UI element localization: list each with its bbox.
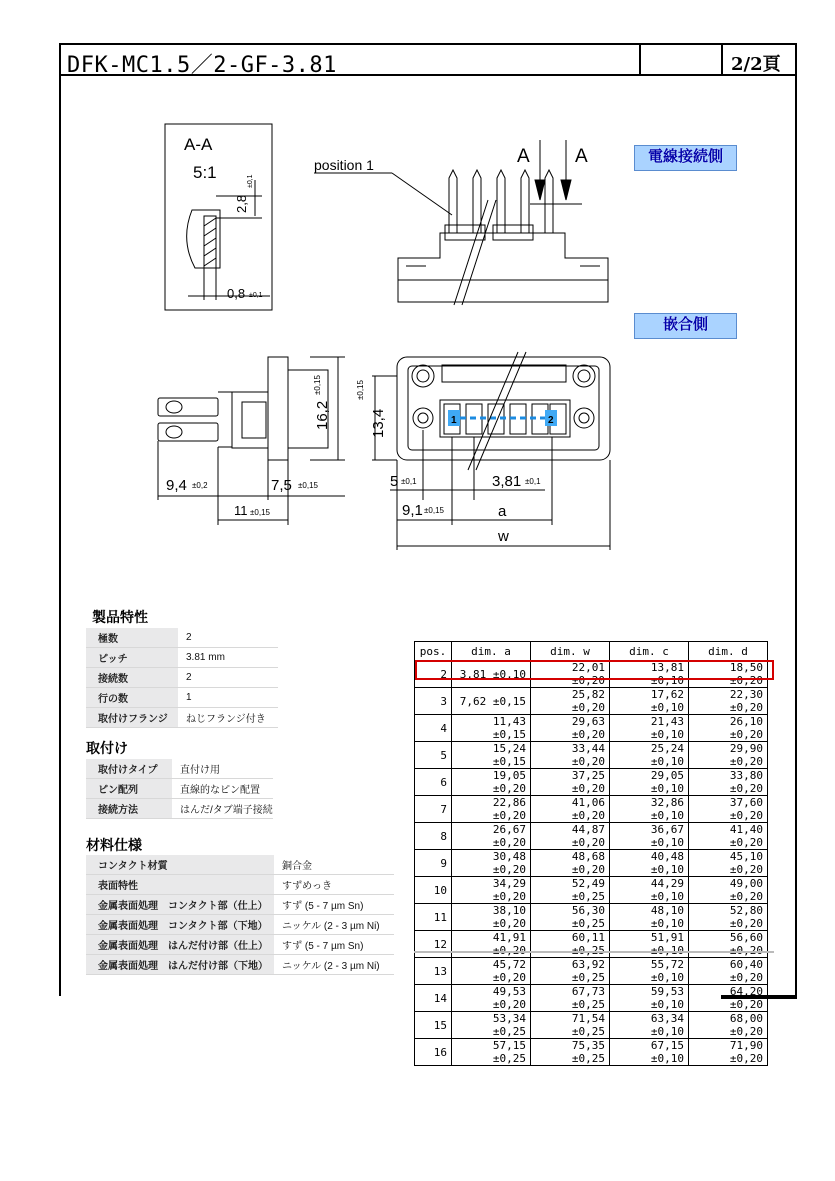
position-label: position 1 xyxy=(314,157,374,173)
table-row xyxy=(415,823,768,850)
dim-13-4-tol: ±0,15 xyxy=(356,380,365,400)
table-cell: 71,54 ±0,25 xyxy=(531,1012,610,1039)
table-cell: 34,29 ±0,20 xyxy=(452,877,531,904)
section-label: A-A xyxy=(184,135,213,154)
section-detail xyxy=(165,124,272,310)
table-cell: 21,43 ±0,10 xyxy=(610,715,689,742)
table-row xyxy=(415,850,768,877)
section-arrow-a2: A xyxy=(575,146,588,167)
table-row: 表面特性 すずめっき xyxy=(86,875,394,895)
material-table xyxy=(86,855,394,975)
table-cell: 22,01 ±0,20 xyxy=(531,661,610,688)
dim-9-1: 9,1 xyxy=(402,502,423,519)
table-underline xyxy=(414,951,774,953)
table-cell: 5 xyxy=(415,742,452,769)
table-cell: 13 xyxy=(415,958,452,985)
table-cell: 63,34 ±0,10 xyxy=(610,1012,689,1039)
table-cell: 57,15 ±0,25 xyxy=(452,1039,531,1066)
table-cell: 13,81 ±0,10 xyxy=(610,661,689,688)
table-cell: 36,67 ±0,10 xyxy=(610,823,689,850)
col-dim-w: dim. w xyxy=(531,642,610,661)
table-cell: 41,06 ±0,20 xyxy=(531,796,610,823)
table-row: 金属表面処理 はんだ付け部（仕上） すず (5 - 7 µm Sn) xyxy=(86,935,394,955)
table-cell: 67,73 ±0,25 xyxy=(531,985,610,1012)
dim-3-81: 3,81 xyxy=(492,473,522,490)
table-row: 接続方法 はんだ/タブ端子接続 xyxy=(86,799,273,819)
front-view xyxy=(356,352,610,550)
dim-13-4: 13,4 xyxy=(370,408,387,438)
dim-9-4-tol: ±0,2 xyxy=(192,481,208,490)
table-cell: 41,40 ±0,20 xyxy=(689,823,768,850)
table-cell: 2 xyxy=(415,661,452,688)
table-cell: 51,91 xyxy=(610,931,689,958)
table-row xyxy=(415,796,768,823)
table-row xyxy=(415,661,768,688)
table-row: ピッチ 3.81 mm xyxy=(86,648,278,668)
table-cell: 11 xyxy=(415,904,452,931)
material-section-title: 材料仕様 xyxy=(86,837,142,853)
table-cell: 40,48 ±0,10 xyxy=(610,850,689,877)
dim-7-5-tol: ±0,15 xyxy=(298,481,318,490)
table-cell: 37,25 ±0,20 xyxy=(531,769,610,796)
col-dim-a: dim. a xyxy=(452,642,531,661)
table-cell: 53,34 ±0,25 xyxy=(452,1012,531,1039)
table-cell: 56,30 ±0,25 xyxy=(531,904,610,931)
wire-side-label: 電線接続側 xyxy=(634,145,737,171)
table-row xyxy=(415,877,768,904)
table-cell: 45,72 ±0,20 xyxy=(452,958,531,985)
table-cell: 33,44 ±0,20 xyxy=(531,742,610,769)
dim-0-8-tol: ±0,1 xyxy=(249,292,263,299)
section-scale: 5:1 xyxy=(193,163,217,182)
table-cell: 45,10 ±0,20 xyxy=(689,850,768,877)
table-header-row xyxy=(415,642,768,661)
table-cell: 37,60 ±0,20 xyxy=(689,796,768,823)
table-cell: 33,80 ±0,20 xyxy=(689,769,768,796)
table-row: 接続数 2 xyxy=(86,668,278,688)
table-row xyxy=(415,715,768,742)
table-cell: 59,53 ±0,10 xyxy=(610,985,689,1012)
table-row: 取付けタイプ 直付け用 xyxy=(86,759,273,779)
product-table xyxy=(86,628,278,728)
table-row: ピン配列 直線的なピン配置 xyxy=(86,779,273,799)
table-cell: 29,90 ±0,20 xyxy=(689,742,768,769)
table-row: 行の数 1 xyxy=(86,688,278,708)
table-cell: 11,43 ±0,15 xyxy=(452,715,531,742)
col-pos: pos. xyxy=(415,642,452,661)
table-cell: 75,35 ±0,25 xyxy=(531,1039,610,1066)
table-cell: 26,10 ±0,20 xyxy=(689,715,768,742)
table-cell: 8 xyxy=(415,823,452,850)
table-cell: 63,92 ±0,25 xyxy=(531,958,610,985)
dim-7-5: 7,5 xyxy=(271,477,292,494)
table-cell: 10 xyxy=(415,877,452,904)
table-row xyxy=(415,742,768,769)
table-cell: 26,67 ±0,20 xyxy=(452,823,531,850)
table-cell: 44,87 ±0,20 xyxy=(531,823,610,850)
table-cell: 49,00 ±0,20 xyxy=(689,877,768,904)
table-cell: 7 xyxy=(415,796,452,823)
table-row xyxy=(415,904,768,931)
mounting-section-title: 取付け xyxy=(86,740,128,756)
table-cell: 60,11 xyxy=(531,931,610,958)
table-cell: 41,91 xyxy=(452,931,531,958)
table-cell: 4 xyxy=(415,715,452,742)
side-view xyxy=(158,357,345,525)
table-cell: 29,63 ±0,20 xyxy=(531,715,610,742)
table-cell: 55,72 ±0,10 xyxy=(610,958,689,985)
col-dim-d: dim. d xyxy=(689,642,768,661)
table-cell: 68,00 ±0,20 xyxy=(689,1012,768,1039)
table-cell: 44,29 ±0,10 xyxy=(610,877,689,904)
dim-5-tol: ±0,1 xyxy=(401,477,417,486)
dim-11: 11 xyxy=(234,503,248,518)
table-cell: 48,10 ±0,10 xyxy=(610,904,689,931)
table-cell: 3,81 ±0,10 xyxy=(452,661,531,688)
document-title: DFK-MC1.5／2-GF-3.81 xyxy=(67,53,337,78)
table-cell: 52,80 ±0,20 xyxy=(689,904,768,931)
table-row xyxy=(415,985,768,1012)
product-section-title: 製品特性 xyxy=(92,609,148,625)
pin-2-label: 2 xyxy=(548,415,554,426)
table-cell: 3 xyxy=(415,688,452,715)
section-arrow-a1: A xyxy=(517,146,530,167)
table-cell: 64,20 ±0,20 xyxy=(689,985,768,1012)
dim-5: 5 xyxy=(390,473,399,490)
table-cell: 32,86 ±0,10 xyxy=(610,796,689,823)
table-row: 金属表面処理 コンタクト部（仕上） すず (5 - 7 µm Sn) xyxy=(86,895,394,915)
dim-9-4: 9,4 xyxy=(166,477,187,494)
mating-side-label: 嵌合側 xyxy=(634,313,737,339)
table-cell: 6 xyxy=(415,769,452,796)
table-cell: 9 xyxy=(415,850,452,877)
table-row: コンタクト材質 銅合金 xyxy=(86,855,394,875)
table-cell: 22,86 ±0,20 xyxy=(452,796,531,823)
table-cell: 19,05 ±0,20 xyxy=(452,769,531,796)
mounting-table xyxy=(86,759,273,819)
table-cell: 16 xyxy=(415,1039,452,1066)
table-cell: 48,68 ±0,20 xyxy=(531,850,610,877)
dim-a: a xyxy=(498,503,507,520)
dim-16-2: 16,2 xyxy=(314,400,331,430)
table-row xyxy=(415,688,768,715)
table-row xyxy=(415,931,768,958)
table-cell: 25,24 ±0,10 xyxy=(610,742,689,769)
table-row xyxy=(415,958,768,985)
table-cell: 38,10 ±0,20 xyxy=(452,904,531,931)
table-row: 極数 2 xyxy=(86,628,278,648)
table-cell: 17,62 ±0,10 xyxy=(610,688,689,715)
table-row: 金属表面処理 はんだ付け部（下地） ニッケル (2 - 3 µm Ni) xyxy=(86,955,394,975)
table-cell: 15,24 ±0,15 xyxy=(452,742,531,769)
table-cell: 49,53 ±0,20 xyxy=(452,985,531,1012)
dim-2-8: 2,8 xyxy=(234,194,249,213)
table-cell: 71,90 ±0,20 xyxy=(689,1039,768,1066)
table-cell: 30,48 ±0,20 xyxy=(452,850,531,877)
dim-11-tol: ±0,15 xyxy=(250,508,270,517)
table-cell: 52,49 ±0,25 xyxy=(531,877,610,904)
dim-2-8-tol: ±0,1 xyxy=(247,174,254,188)
table-cell: 18,50 ±0,20 xyxy=(689,661,768,688)
table-row xyxy=(415,1012,768,1039)
table-cell: 56,60 xyxy=(689,931,768,958)
table-cell: 67,15 ±0,10 xyxy=(610,1039,689,1066)
table-cell: 12 xyxy=(415,931,452,958)
page-number: 2/2頁 xyxy=(731,54,781,75)
table-cell: 14 xyxy=(415,985,452,1012)
table-cell: 60,40 ±0,20 xyxy=(689,958,768,985)
dim-9-1-tol: ±0,15 xyxy=(424,506,444,515)
table-row xyxy=(415,1039,768,1066)
dim-w: w xyxy=(498,528,509,545)
table-cell: 25,82 ±0,20 xyxy=(531,688,610,715)
table-row: 金属表面処理 コンタクト部（下地） ニッケル (2 - 3 µm Ni) xyxy=(86,915,394,935)
table-cell: 22,30 ±0,20 xyxy=(689,688,768,715)
table-cell: 15 xyxy=(415,1012,452,1039)
dim-0-8: 0,8 xyxy=(227,286,246,301)
table-row xyxy=(415,769,768,796)
dim-16-2-tol: ±0,15 xyxy=(313,375,322,395)
table-cell: 7,62 ±0,15 xyxy=(452,688,531,715)
table-row: 取付けフランジ ねじフランジ付き xyxy=(86,708,278,728)
top-view xyxy=(314,140,608,305)
pin-1-label: 1 xyxy=(451,415,457,426)
dim-3-81-tol: ±0,1 xyxy=(525,477,541,486)
dimension-table xyxy=(414,641,768,1066)
table-cell: 29,05 ±0,10 xyxy=(610,769,689,796)
col-dim-c: dim. c xyxy=(610,642,689,661)
